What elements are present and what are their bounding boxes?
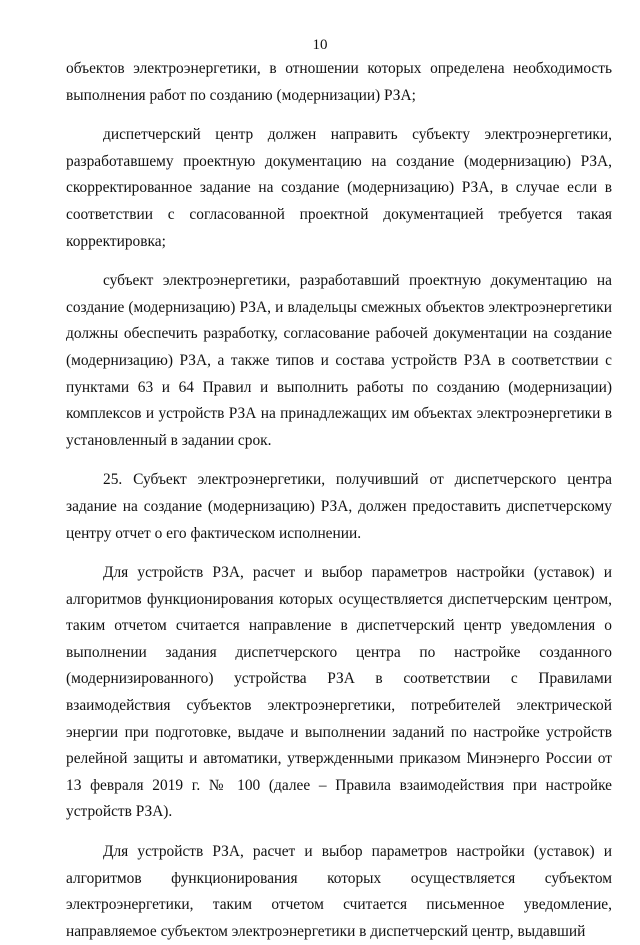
paragraph-dispatch-settings-report: Для устройств РЗА, расчет и выбор параметров настройки (уставок) и алгоритмов функционирования которых осуществляется диспетчерским центром, таким отчетом считается направление в диспетчерский центр уведомления о выполнении задания диспетчерского центра по настройке созданного (модернизированного) устройства РЗА в соответствии с Правилами взаимодействия субъектов электроэнергетики, потребителей электрической энергии при подготовке, выдаче и выполнении заданий по настройке устройств релейной защиты и автоматики, утвержденными приказом Минэнерго России от 13 февраля 2019 г. № 100 (далее – Правила взаимодействия при настройке устройств РЗА). <box>66 564 612 821</box>
paragraph-dispatch-center-correction: диспетчерский центр должен направить субъекту электроэнергетики, разработавшему проектную документацию на создание (модернизацию) РЗА, скорректированное задание на создание (модернизацию) РЗА, в случае если в соответствии с согласованной проектной документацией требуется такая корректировка; <box>66 126 612 250</box>
paragraph-subject-obligations: субъект электроэнергетики, разработавший проектную документацию на создание (модернизацию) РЗА, и владельцы смежных объектов электроэнергетики должны обеспечить разработку, согласование рабочей документации на создание (модернизацию) РЗА, а также типов и состава устройств РЗА в соответствии с пунктами 63 и 64 Правил и выполнить работы по созданию (модернизации) комплексов и устройств РЗА на принадлежащих им объектах электроэнергетики в установленный в задании срок. <box>66 272 612 449</box>
document-body <box>66 56 612 945</box>
paragraph-clause-25: 25. Субъект электроэнергетики, получивший от диспетчерского центра задание на создание (модернизацию) РЗА, должен предоставить диспетчерскому центру отчет о его фактическом исполнении. <box>66 471 612 542</box>
paragraph-continuation: объектов электроэнергетики, в отношении которых определена необходимость выполнения работ по созданию (модернизации) РЗА; <box>66 60 612 104</box>
paragraph-subject-settings-report: Для устройств РЗА, расчет и выбор параметров настройки (уставок) и алгоритмов функционирования которых осуществляется субъектом электроэнергетики, таким отчетом считается письменное уведомление, направляемое субъектом электроэнергетики в диспетчерский центр, выдавший <box>66 843 612 940</box>
page-number: 10 <box>312 37 328 53</box>
